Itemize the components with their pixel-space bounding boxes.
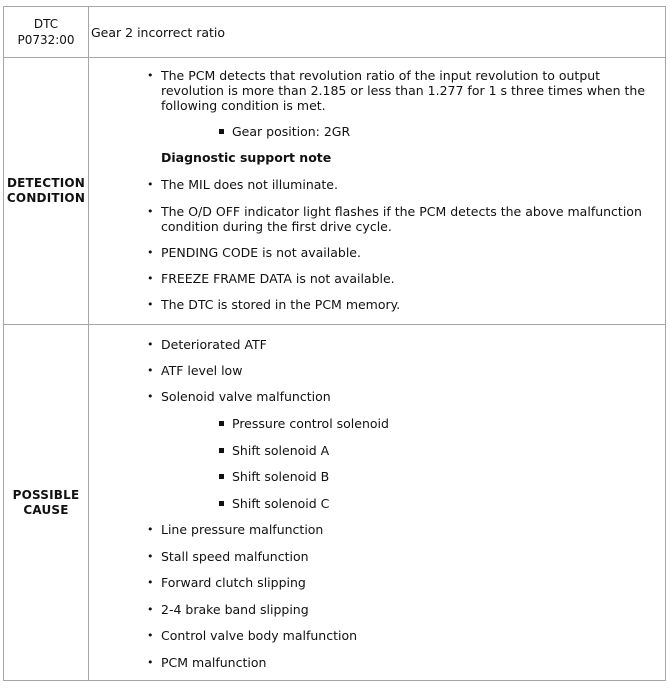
detection-header-line2: CONDITION [6,191,86,205]
dtc-table [3,6,666,681]
dtc-row [4,7,666,58]
detection-sub-condition: Gear position: 2GR [89,124,665,139]
cause-content [89,325,666,681]
cause-header-line1: POSSIBLE [12,487,80,502]
solenoid-item: Shift solenoid C [89,496,665,511]
note-item: • FREEZE FRAME DATA is not available. [89,271,665,286]
cause-item: • Line pressure malfunction [89,522,665,537]
cause-item: • Deteriorated ATF [89,337,665,352]
solenoid-item: Shift solenoid A [89,443,665,458]
detection-main-condition: • The PCM detects that revolution ratio of the input revolution to output revolution is more than 2.185 or less than 1.277 for 1 s three times when the following condition is met. [89,68,665,113]
note-item: • PENDING CODE is not available. [89,245,665,260]
detection-header-line1: DETECTION [6,176,86,190]
diagnostic-note-title: Diagnostic support note [161,150,332,165]
cause-item: • ATF level low [89,363,665,378]
cause-item: • Stall speed malfunction [89,549,665,564]
detection-row [4,58,666,325]
cause-header-line2: CAUSE [23,502,69,517]
note-item: • The MIL does not illuminate. [89,177,665,192]
solenoid-item: Pressure control solenoid [89,416,665,431]
detection-header [4,58,89,325]
dtc-title: Gear 2 incorrect ratio [89,7,666,58]
cause-item: • Control valve body malfunction [89,628,665,643]
note-item: • The DTC is stored in the PCM memory. [89,297,665,312]
dtc-label: DTC [33,17,59,31]
solenoid-item: Shift solenoid B [89,469,665,484]
cause-item: • 2-4 brake band slipping [89,602,665,617]
dtc-code-cell [4,7,89,58]
cause-row [4,325,666,681]
detection-content [89,58,666,325]
cause-item: • Forward clutch slipping [89,575,665,590]
cause-header [4,325,89,681]
cause-item: • Solenoid valve malfunction [89,389,665,404]
cause-item: • PCM malfunction [89,655,665,670]
note-item: • The O/D OFF indicator light flashes if the PCM detects the above malfunction condition during the first drive cycle. [89,204,665,234]
dtc-code: P0732:00 [17,33,75,47]
